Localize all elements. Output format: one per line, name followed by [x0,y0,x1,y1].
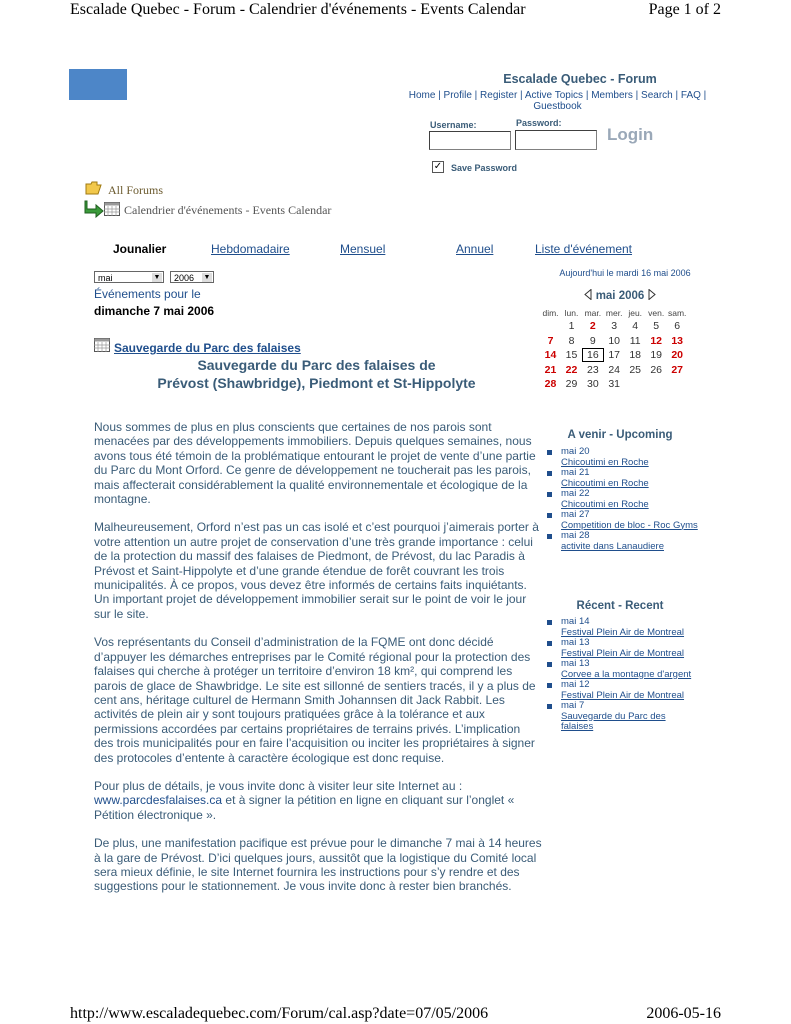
chevron-down-icon: ▼ [203,274,211,281]
list-item [540,489,700,510]
calendar-grid [540,306,688,392]
calendar-day[interactable]: 21 [544,363,557,376]
list-item [540,510,700,531]
event-date-label: mai 7 [561,700,585,711]
calendar-day[interactable]: 30 [587,378,599,391]
event-link[interactable]: activite dans Lanaudiere [561,540,664,552]
calendar-day [625,377,646,392]
month-select[interactable]: mai ▼ [94,271,164,283]
event-date-label: mai 22 [561,488,590,499]
weekday-header: dim. [542,307,559,318]
tab-weekly[interactable]: Hebdomadaire [211,242,290,256]
event-link[interactable]: Chicoutimi en Roche [561,498,649,510]
calendar-day[interactable]: 10 [608,334,621,347]
calendar-day[interactable]: 7 [547,334,554,347]
right-arrow-icon[interactable] [648,289,656,303]
tab-daily[interactable]: Jounalier [113,242,167,256]
event-date-label: mai 14 [561,616,590,627]
list-item [540,701,700,733]
calendar-day [646,377,667,392]
top-nav-links[interactable]: Home | Profile | Register | Active Topics | Members | Search | FAQ | Guestbook [408,90,707,112]
event-link[interactable]: Festival Plein Air de Montreal [561,647,685,659]
event-link[interactable]: Chicoutimi en Roche [561,477,649,489]
tab-monthly[interactable]: Mensuel [340,242,386,256]
checkbox-icon[interactable]: ✓ [433,161,443,172]
event-link[interactable]: Competition de bloc - Roc Gyms [561,519,698,531]
calendar-day[interactable]: 19 [650,349,663,362]
event-date-label: mai 20 [561,446,590,457]
calendar-day[interactable]: 1 [568,320,575,333]
breadcrumb-all-forums[interactable]: All Forums [108,183,164,197]
calendar-day[interactable]: 29 [565,378,578,391]
parcdesfalaises-link[interactable]: www.parcdesfalaises.ca [94,793,223,808]
site-logo[interactable] [69,69,127,100]
calendar-day[interactable]: 20 [671,349,684,362]
event-link[interactable]: Corvee a la montagne d'argent [561,668,692,680]
calendar-day[interactable]: 23 [587,363,599,376]
print-header-title: Escalade Quebec - Forum - Calendrier d'événements - Events Calendar [70,1,526,18]
calendar-day [540,319,561,334]
calendar-day[interactable]: 11 [629,334,641,347]
username-label: Username: [430,120,477,130]
calendar-day[interactable]: 17 [608,349,621,362]
password-label: Password: [516,118,562,128]
left-arrow-icon[interactable] [584,289,592,303]
calendar-day[interactable]: 14 [544,349,557,362]
event-heading: Sauvegarde du Parc des falaises de Prévost (Shawbridge), Piedmont et St-Hippolyte [157,357,476,391]
event-link[interactable]: Chicoutimi en Roche [561,456,649,468]
event-link[interactable]: Festival Plein Air de Montreal [561,689,685,701]
calendar-month-title: mai 2006 [595,290,645,302]
upcoming-list [540,447,700,552]
list-item [540,659,700,680]
list-item [540,638,700,659]
chevron-down-icon: ▼ [153,274,161,281]
password-input[interactable] [515,130,597,150]
calendar-day[interactable]: 3 [611,320,618,333]
event-date-label: mai 21 [561,467,590,478]
weekday-header: jeu. [628,307,643,318]
calendar-day[interactable]: 26 [650,363,663,376]
calendar-day[interactable]: 28 [544,378,557,391]
forum-title: Escalade Quebec - Forum [503,72,657,86]
green-arrow-icon [84,200,104,218]
events-for-label: Événements pour le [94,287,201,301]
weekday-header: mar. [584,307,602,318]
calendar-day[interactable]: 13 [671,334,684,347]
calendar-day[interactable]: 31 [608,378,621,391]
list-item [540,468,700,489]
print-footer-url: http://www.escaladequebec.com/Forum/cal.asp?date=07/05/2006 [70,1005,489,1022]
list-item [540,617,700,638]
calendar-day[interactable]: 2 [589,320,596,333]
calendar-day[interactable]: 15 [565,349,578,362]
calendar-day[interactable]: 27 [671,363,684,376]
calendar-day[interactable]: 6 [674,320,681,333]
calendar-day[interactable]: 25 [629,363,642,376]
event-paragraph: Vos représentants du Conseil d’administration de la FQME ont donc décidé d’appuyer les démarches entreprises par le Comité régional pour la protection des falaises qui cherche à protéger un territoire d’environ 18 km², qui comprend les parois de glace de Shawbridge. Le site est sillonné de sentiers tracés, il y a plus de cent ans, héritage culturel de Hermann Smith Johannsen dit Jack Rabbit. Les activités de plein air y sont toujours pratiquées grâce à la tolérance et aux permissions accordées par certains propriétaires de terrains privés. L’implication des trois municipalités pour en faire l’acquisition ou inciter les propriétaires à signer des protocoles d’entente à caractère écologique est donc requise. [94,635,536,765]
weekday-header: mer. [605,307,623,318]
calendar-day[interactable]: 22 [565,363,578,376]
calendar-day[interactable]: 8 [568,334,575,347]
tab-event-list[interactable]: Liste d'événement [535,242,633,256]
event-paragraph: Nous sommes de plus en plus conscients que certaines de nos parois sont menacées par des développements immobiliers. Depuis quelques semaines, nous avons tous été témoin de la problématique entourant le projet de vente d’une partie du Parc du Mont Orford. Ce genre de développement ne toucherait pas les parois, mais affecterait considérablement la qualité environnementale et écologique de la montagne. [94,420,536,507]
upcoming-title: A venir - Upcoming [567,429,673,441]
tab-annual[interactable]: Annuel [456,242,494,256]
list-item [540,447,700,468]
print-footer-date: 2006-05-16 [646,1005,721,1022]
event-body [94,420,542,908]
save-password-label: Save Password [451,163,518,173]
calendar-day[interactable]: 9 [589,334,596,347]
calendar-icon [94,338,110,352]
event-title-link[interactable]: Sauvegarde du Parc des falaises [114,341,301,355]
event-date-label: mai 13 [561,637,590,648]
event-date-label: mai 13 [561,658,590,669]
calendar-day [667,377,688,392]
event-link[interactable]: Festival Plein Air de Montreal [561,626,685,638]
weekday-header: lun. [564,307,579,318]
username-input[interactable] [429,131,511,150]
recent-list [540,617,700,733]
calendar-day[interactable]: 24 [608,363,621,376]
list-item [540,680,700,701]
year-select[interactable]: 2006 ▼ [170,271,214,283]
calendar-day[interactable]: 5 [653,320,660,333]
calendar-icon [104,202,120,216]
list-item [540,531,700,552]
today-label: Aujourd'hui le mardi 16 mai 2006 [559,268,691,278]
mini-calendar [540,289,700,392]
event-link[interactable]: Sauvegarde du Parc des falaises [561,710,666,732]
folder-open-icon [85,181,103,195]
weekday-header: sam. [667,307,687,318]
event-paragraph: Malheureusement, Orford n’est pas un cas isolé et c’est pourquoi j’aimerais porter à votre attention un autre projet de conservation d’une très grande importance : celui de la protection du massif des falaises de Piedmont, de Prévost, du lac Paradis à Prévost et Saint-Hippolyte et d’une grande étendue de forêt couvrant les trois municipalités. À ce propos, vous devez être informés de certains faits inquiétants. Un important projet de développement immobilier serait sur le point de voir le jour sur le site. [94,520,539,621]
recent-title: Récent - Recent [576,600,664,612]
calendar-day[interactable]: 4 [632,320,639,333]
calendar-day[interactable]: 12 [650,334,663,347]
event-date-label: mai 27 [561,509,590,520]
calendar-day[interactable]: 16 [582,348,604,363]
event-paragraph: De plus, une manifestation pacifique est prévue pour le dimanche 7 mai à 14 heures à la gare de Prévost. D’ici quelques jours, aussitôt que la logistique du Comité local sera mieux définie, le site Internet fournira les instructions pour s’y rendre et des suggestions pour le stationnement. Je vous invite donc à rester bien branchés. [94,836,542,894]
breadcrumb-calendar[interactable]: Calendrier d'événements - Events Calendar [124,203,332,217]
event-date-label: mai 12 [561,679,590,690]
login-button[interactable]: Login [607,125,654,144]
event-date: dimanche 7 mai 2006 [94,304,215,318]
calendar-day[interactable]: 18 [629,349,642,362]
event-paragraph: Pour plus de détails, je vous invite donc à visiter leur site Internet au : www.parcdesfalaises.ca et à signer la pétition en ligne en cliquant sur l’onglet « Pétition électronique ». [94,778,515,822]
weekday-header: ven. [648,307,665,318]
event-date-label: mai 28 [561,530,590,541]
print-header-page: Page 1 of 2 [648,1,721,18]
